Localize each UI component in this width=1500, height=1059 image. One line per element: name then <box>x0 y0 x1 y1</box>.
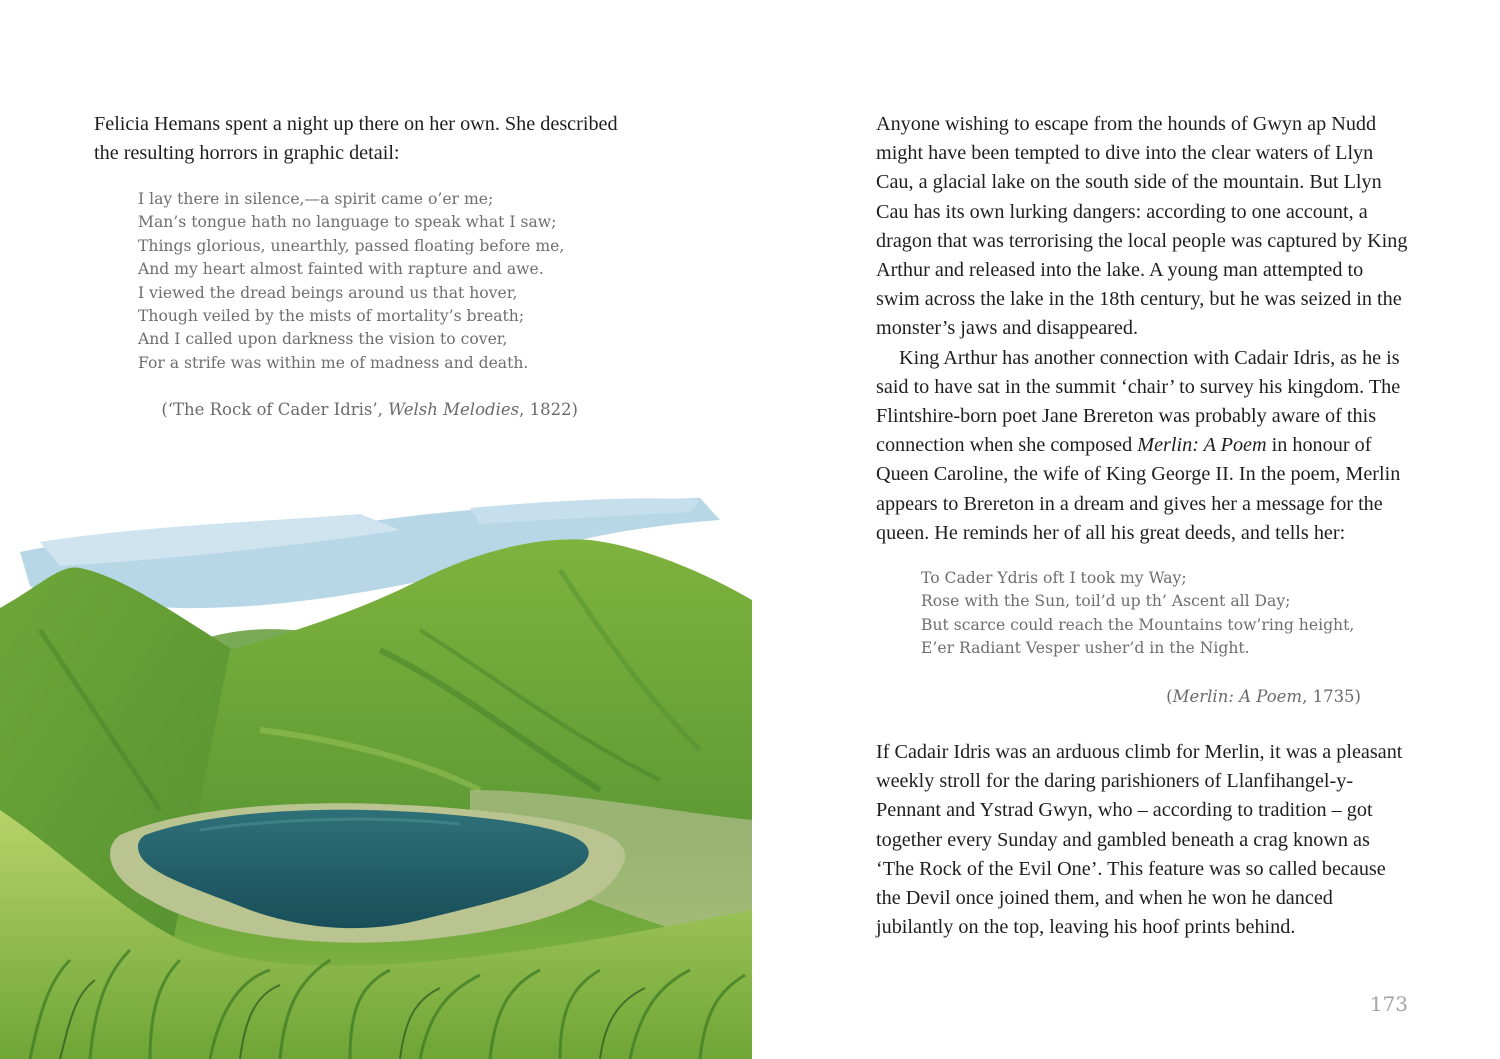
verse-line: To Cader Ydris oft I took my Way; <box>921 569 1187 587</box>
verse-line: Man’s tongue hath no language to speak what I saw; <box>138 213 557 232</box>
left-intro-paragraph <box>94 110 654 168</box>
verse-line: And my heart almost fainted with rapture and awe. <box>138 260 544 279</box>
poem-title: Merlin: A Poem <box>1137 434 1267 457</box>
right-body-lower <box>876 738 1408 942</box>
citation-title: Welsh Melodies <box>388 400 520 419</box>
page-number: 173 <box>1369 992 1408 1016</box>
verse-line: Though veiled by the mists of mortality’s breath; <box>138 307 525 326</box>
left-intro-line: the resulting horrors in graphic detail: <box>94 142 400 165</box>
verse-line: For a strife was within me of madness and death. <box>138 353 529 372</box>
verse-line: I lay there in silence,—a spirit came o’er me; <box>138 190 494 208</box>
hemans-citation: (‘The Rock of Cader Idris’, Welsh Melodies, 1822) <box>161 400 578 419</box>
merlin-verse <box>921 567 1354 661</box>
paragraph-llyn-cau: Anyone wishing to escape from the hounds of Gwyn ap Nudd might have been tempted to dive into the clear waters of Llyn Cau, a glacial lake on the south side of the mountain. But Llyn Cau has its own lurking dangers: according to one account, a dragon that was terrorising the local people was captured by King Arthur and released into the lake. A young man attempted to swim across the lake in the 18th century, but he was seized in the monster’s jaws and disappeared. <box>876 113 1408 340</box>
hemans-verse <box>138 188 564 375</box>
verse-line: And I called upon darkness the vision to cover, <box>138 330 508 349</box>
citation-title: Merlin: A Poem <box>1172 687 1303 706</box>
paragraph-evil-one: If Cadair Idris was an arduous climb for Merlin, it was a pleasant weekly stroll for the daring parishioners of Llanfihangel-y-Pennant and Ystrad Gwyn, who – according to tradition – got together every Sunday and gambled beneath a crag known as ‘The Rock of the Evil One’. This feature was so called because the Devil once joined them, and when he won he danced jubilantly on the top, leaving his hoof prints behind. <box>876 741 1403 939</box>
verse-line: I viewed the dread beings around us that hover, <box>138 283 518 302</box>
verse-line: E’er Radiant Vesper usher’d in the Night. <box>921 639 1250 658</box>
merlin-citation: (Merlin: A Poem, 1735) <box>1166 687 1361 706</box>
verse-line: Things glorious, unearthly, passed floating before me, <box>138 236 565 255</box>
right-page <box>750 0 1500 1059</box>
verse-line: But scarce could reach the Mountains tow’ring height, <box>921 615 1355 634</box>
right-body-upper <box>876 110 1408 548</box>
verse-line: Rose with the Sun, toil’d up th’ Ascent all Day; <box>921 592 1291 611</box>
paragraph-king-arthur: King Arthur has another connection with Cadair Idris, as he is said to have sat in the summit ‘chair’ to survey his kingdom. The Flintshire-born poet Jane Brereton was probably aware of this connection when she composed Merlin: A Poem in honour of Queen Caroline, the wife of King George II. In the poem, Merlin appears to Brereton in a dream and gives her a message for the queen. He reminds her of all his great deeds, and tells her: <box>876 346 1401 544</box>
lake-illustration <box>0 490 752 1059</box>
left-intro-line: Felicia Hemans spent a night up there on her own. She described <box>94 113 618 135</box>
